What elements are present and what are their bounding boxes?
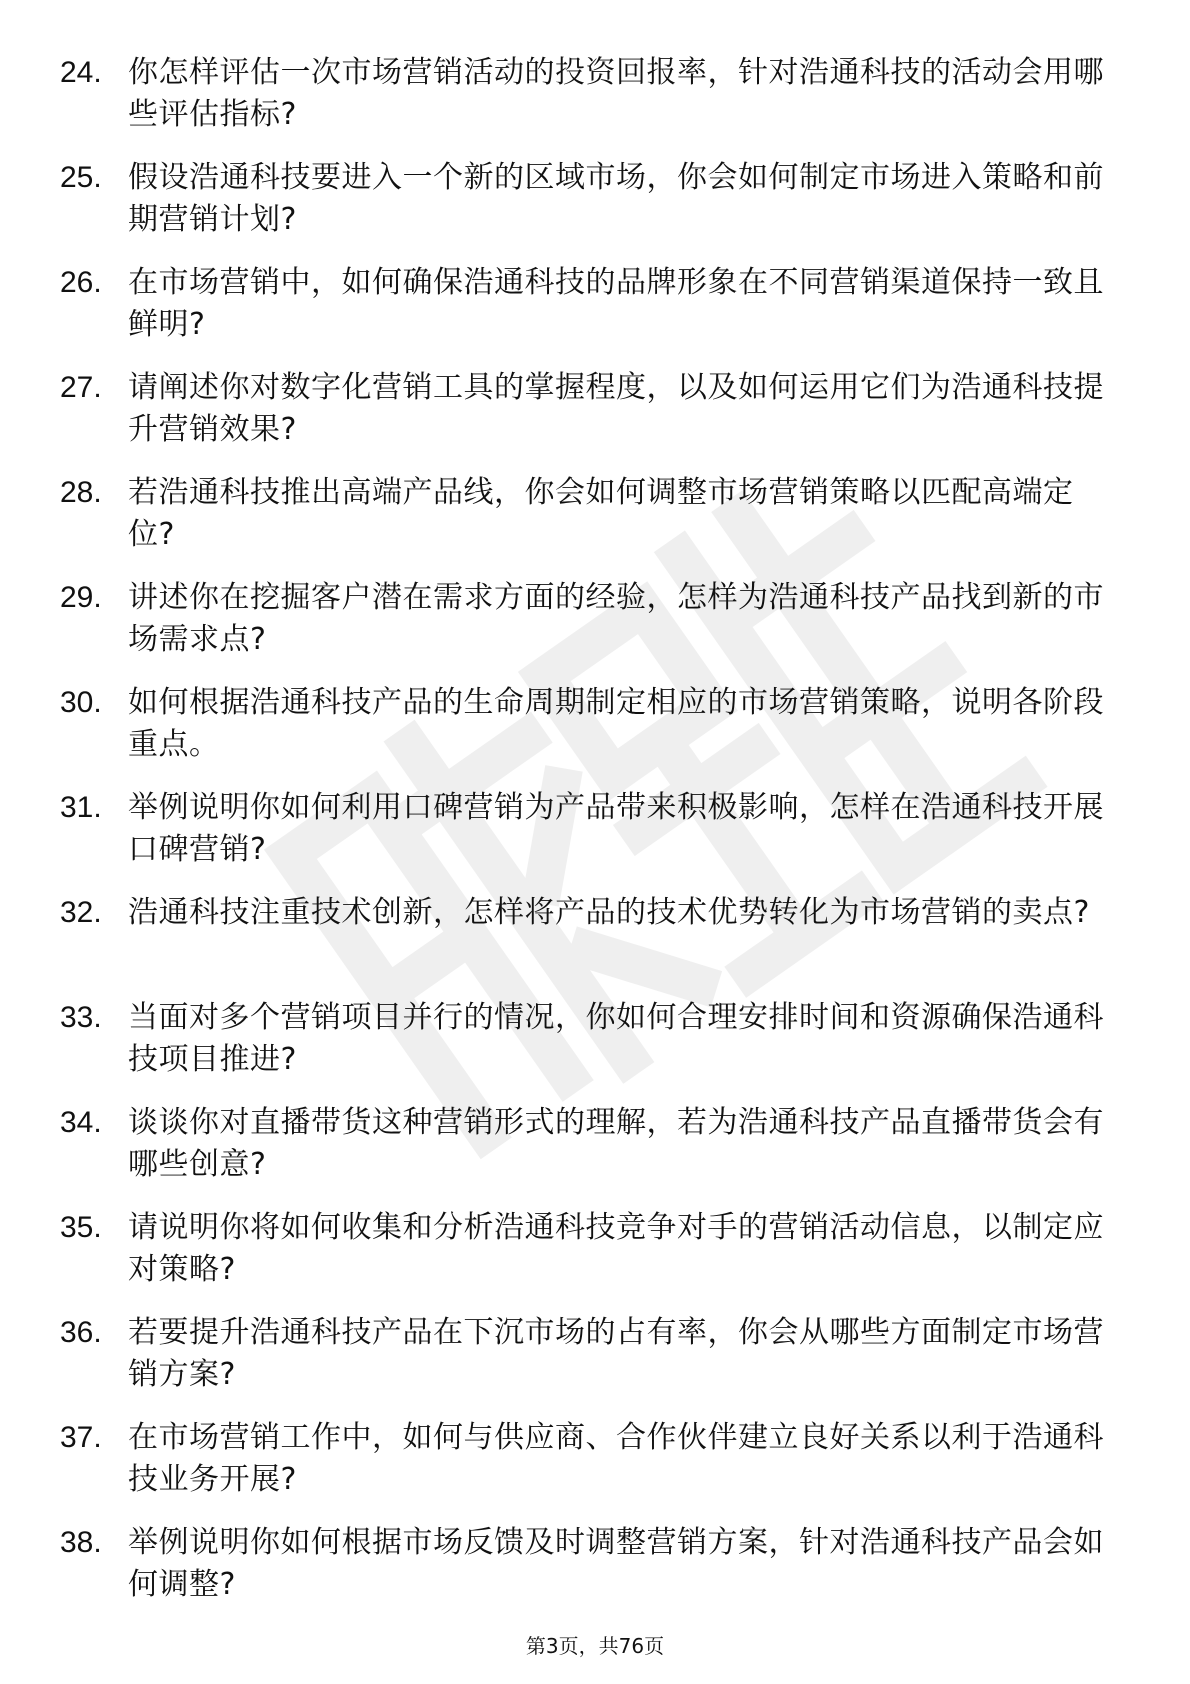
question-text: 举例说明你如何利用口碑营销为产品带来积极影响，怎样在浩通科技开展口碑营销? bbox=[128, 790, 1104, 867]
question-number: 27. bbox=[60, 371, 102, 404]
question-text: 请说明你将如何收集和分析浩通科技竞争对手的营销活动信息，以制定应对策略? bbox=[128, 1210, 1104, 1287]
question-text: 在市场营销中，如何确保浩通科技的品牌形象在不同营销渠道保持一致且鲜明? bbox=[128, 265, 1104, 342]
question-item-36 bbox=[60, 1312, 1120, 1396]
question-number: 33. bbox=[60, 1001, 102, 1034]
question-item-28 bbox=[60, 472, 1120, 556]
question-text: 当面对多个营销项目并行的情况，你如何合理安排时间和资源确保浩通科技项目推进? bbox=[128, 1000, 1104, 1077]
question-text: 在市场营销工作中，如何与供应商、合作伙伴建立良好关系以利于浩通科技业务开展? bbox=[128, 1420, 1104, 1497]
question-text: 谈谈你对直播带货这种营销形式的理解，若为浩通科技产品直播带货会有哪些创意? bbox=[128, 1105, 1104, 1182]
question-number: 25. bbox=[60, 161, 102, 194]
question-list bbox=[60, 52, 1120, 1627]
question-number: 35. bbox=[60, 1211, 102, 1244]
question-number: 38. bbox=[60, 1526, 102, 1559]
question-item-35 bbox=[60, 1207, 1120, 1291]
question-text: 假设浩通科技要进入一个新的区域市场，你会如何制定市场进入策略和前期营销计划? bbox=[128, 160, 1104, 237]
question-text: 浩通科技注重技术创新，怎样将产品的技术优势转化为市场营销的卖点? bbox=[128, 895, 1090, 930]
question-item-32 bbox=[60, 892, 1120, 976]
question-number: 34. bbox=[60, 1106, 102, 1139]
question-number: 28. bbox=[60, 476, 102, 509]
question-number: 29. bbox=[60, 581, 102, 614]
question-text: 请阐述你对数字化营销工具的掌握程度，以及如何运用它们为浩通科技提升营销效果? bbox=[128, 370, 1104, 447]
question-item-37 bbox=[60, 1417, 1120, 1501]
question-text: 举例说明你如何根据市场反馈及时调整营销方案，针对浩通科技产品会如何调整? bbox=[128, 1525, 1104, 1602]
question-number: 24. bbox=[60, 56, 102, 89]
question-number: 37. bbox=[60, 1421, 102, 1454]
question-text: 讲述你在挖掘客户潜在需求方面的经验，怎样为浩通科技产品找到新的市场需求点? bbox=[128, 580, 1104, 657]
question-number: 31. bbox=[60, 791, 102, 824]
question-item-27 bbox=[60, 367, 1120, 451]
question-item-31 bbox=[60, 787, 1120, 871]
question-text: 如何根据浩通科技产品的生命周期制定相应的市场营销策略，说明各阶段重点。 bbox=[128, 685, 1104, 762]
question-text: 若要提升浩通科技产品在下沉市场的占有率，你会从哪些方面制定市场营销方案? bbox=[128, 1315, 1104, 1392]
question-number: 36. bbox=[60, 1316, 102, 1349]
question-item-25 bbox=[60, 157, 1120, 241]
question-item-30 bbox=[60, 682, 1120, 766]
page-indicator: 第3页，共76页 bbox=[525, 1634, 665, 1658]
question-item-26 bbox=[60, 262, 1120, 346]
question-number: 30. bbox=[60, 686, 102, 719]
question-number: 32. bbox=[60, 896, 102, 929]
question-item-33 bbox=[60, 997, 1120, 1081]
question-item-38 bbox=[60, 1522, 1120, 1606]
question-number: 26. bbox=[60, 266, 102, 299]
question-text: 若浩通科技推出高端产品线，你会如何调整市场营销策略以匹配高端定位? bbox=[128, 475, 1074, 552]
question-text: 你怎样评估一次市场营销活动的投资回报率，针对浩通科技的活动会用哪些评估指标? bbox=[128, 55, 1104, 132]
question-item-34 bbox=[60, 1102, 1120, 1186]
question-item-29 bbox=[60, 577, 1120, 661]
question-item-24 bbox=[60, 52, 1120, 136]
